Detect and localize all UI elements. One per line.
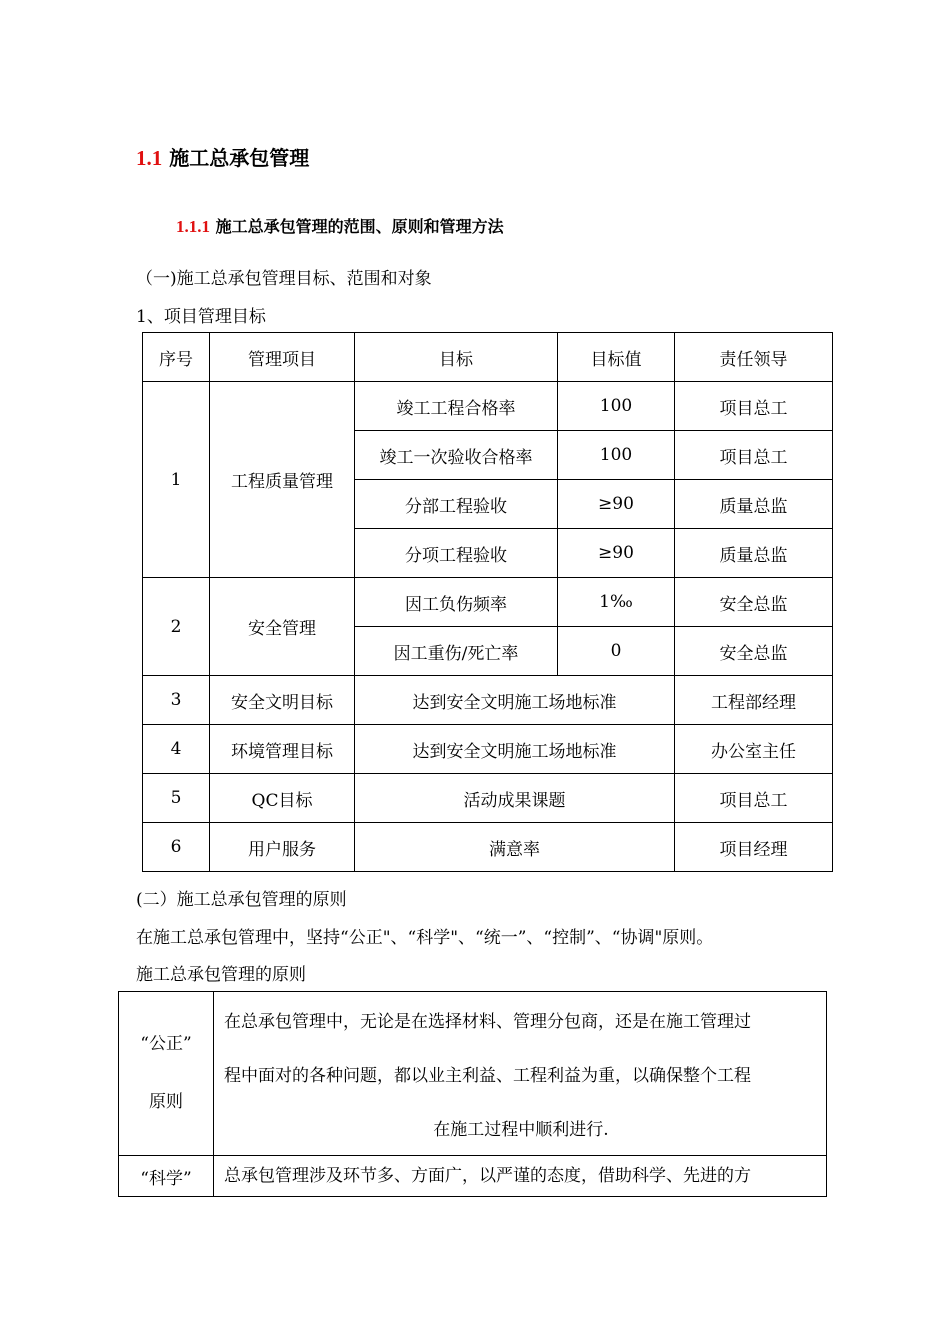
heading-1-number: 1.1 <box>136 146 163 170</box>
responsible-leader: 项目总工 <box>675 431 833 480</box>
target-value: 0 <box>558 627 675 676</box>
responsible-leader: 项目总工 <box>675 382 833 431</box>
header-cell: 责任领导 <box>675 333 833 382</box>
target-value: ≥90 <box>558 480 675 529</box>
description-line: 程中面对的各种问题，都以业主利益、工程利益为重，以确保整个工程 <box>224 1065 751 1086</box>
table-row <box>119 1156 827 1197</box>
header-cell: 序号 <box>143 333 210 382</box>
management-item: 工程质量管理 <box>210 382 355 578</box>
management-item: 用户服务 <box>210 823 355 872</box>
row-number: 3 <box>143 676 210 725</box>
responsible-leader: 办公室主任 <box>675 725 833 774</box>
target: 竣工工程合格率 <box>355 382 558 431</box>
principle-name: “科学” <box>119 1156 214 1197</box>
management-item: QC目标 <box>210 774 355 823</box>
subsection-1-title: 1、项目管理目标 <box>136 307 266 327</box>
principles-title: 施工总承包管理的原则 <box>136 965 306 985</box>
heading-2 <box>176 214 504 237</box>
target-value: 100 <box>558 382 675 431</box>
principle-name-line: 原则 <box>149 1092 183 1112</box>
table-row <box>119 992 827 1156</box>
description-line: 在施工过程中顺利进行. <box>433 1119 609 1140</box>
principle-name-line: “公正” <box>140 1034 192 1054</box>
principle-description: 总承包管理涉及环节多、方面广，以严谨的态度，借助科学、先进的方 <box>214 1156 827 1197</box>
target: 满意率 <box>355 823 675 872</box>
row-number: 6 <box>143 823 210 872</box>
target-value: 1‰ <box>558 578 675 627</box>
target: 达到安全文明施工场地标准 <box>355 725 675 774</box>
table-row <box>143 823 833 872</box>
header-cell: 目标 <box>355 333 558 382</box>
target: 因工重伤/死亡率 <box>355 627 558 676</box>
heading-1-text: 施工总承包管理 <box>169 146 310 170</box>
principle-description <box>214 992 827 1156</box>
target-value: 100 <box>558 431 675 480</box>
principles-table <box>118 991 827 1197</box>
management-item: 安全文明目标 <box>210 676 355 725</box>
table-row <box>143 578 833 627</box>
responsible-leader: 安全总监 <box>675 578 833 627</box>
header-cell: 管理项目 <box>210 333 355 382</box>
row-number: 1 <box>143 382 210 578</box>
section-1-title: （一)施工总承包管理目标、范围和对象 <box>136 269 432 289</box>
heading-2-number: 1.1.1 <box>176 217 210 236</box>
row-number: 2 <box>143 578 210 676</box>
heading-1 <box>136 142 309 171</box>
responsible-leader: 工程部经理 <box>675 676 833 725</box>
responsible-leader: 项目经理 <box>675 823 833 872</box>
target: 达到安全文明施工场地标准 <box>355 676 675 725</box>
section-2-paragraph: 在施工总承包管理中，坚持“公正"、“科学"、“统一”、“控制”、“协调"原则。 <box>136 928 714 948</box>
management-item: 环境管理目标 <box>210 725 355 774</box>
principle-name <box>119 992 214 1156</box>
table-row <box>143 382 833 431</box>
heading-2-text: 施工总承包管理的范围、原则和管理方法 <box>215 217 504 236</box>
target: 活动成果课题 <box>355 774 675 823</box>
row-number: 4 <box>143 725 210 774</box>
responsible-leader: 质量总监 <box>675 529 833 578</box>
description-line: 在总承包管理中，无论是在选择材料、管理分包商，还是在施工管理过 <box>224 1011 751 1032</box>
target-value: ≥90 <box>558 529 675 578</box>
target: 竣工一次验收合格率 <box>355 431 558 480</box>
table-header-row <box>143 333 833 382</box>
responsible-leader: 质量总监 <box>675 480 833 529</box>
section-2-title: (二）施工总承包管理的原则 <box>136 890 347 910</box>
table-row <box>143 676 833 725</box>
target: 分项工程验收 <box>355 529 558 578</box>
table-row <box>143 725 833 774</box>
table-row <box>143 774 833 823</box>
target: 因工负伤频率 <box>355 578 558 627</box>
management-item: 安全管理 <box>210 578 355 676</box>
header-cell: 目标值 <box>558 333 675 382</box>
responsible-leader: 项目总工 <box>675 774 833 823</box>
row-number: 5 <box>143 774 210 823</box>
target: 分部工程验收 <box>355 480 558 529</box>
management-goals-table <box>142 332 833 872</box>
responsible-leader: 安全总监 <box>675 627 833 676</box>
